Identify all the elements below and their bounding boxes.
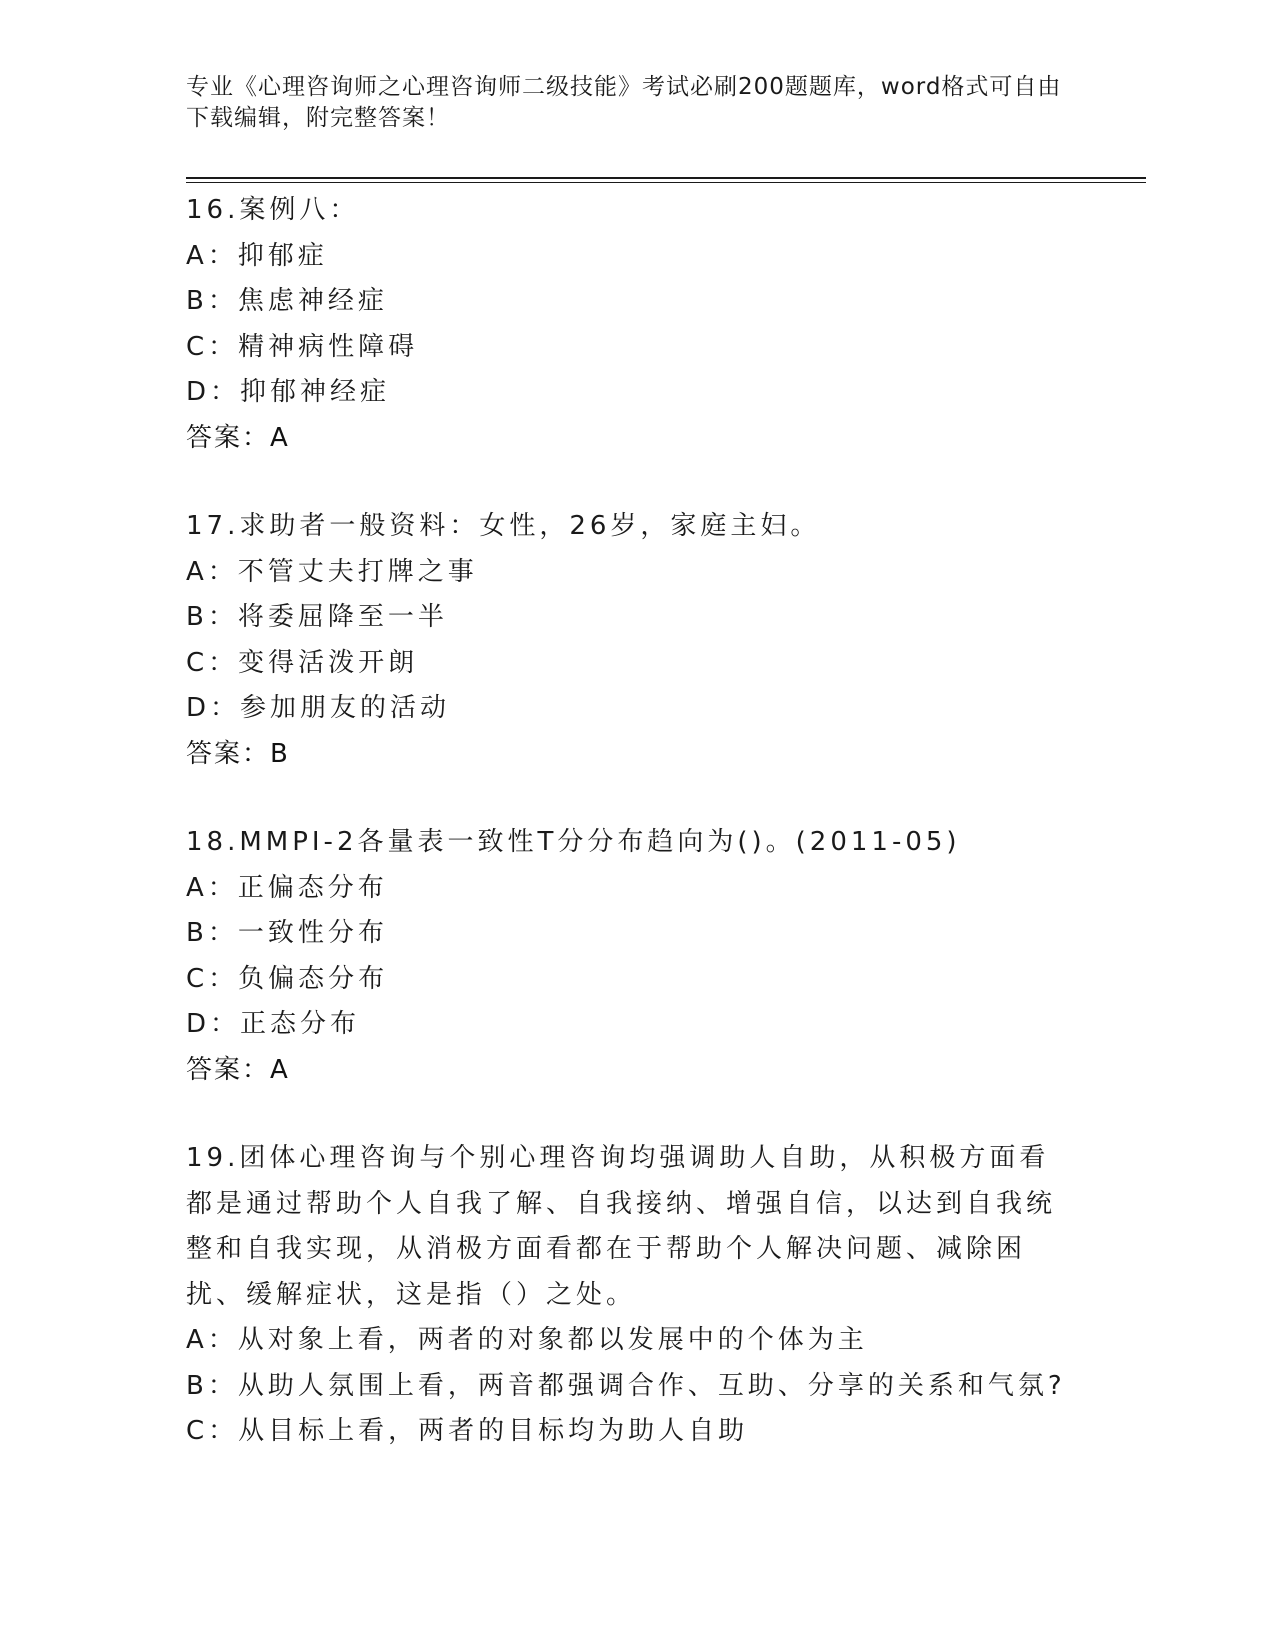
option-d: D：参加朋友的活动 [186, 693, 451, 723]
option-a: A：抑郁症 [186, 240, 328, 271]
option-c: C：变得活泼开朗 [186, 647, 419, 678]
option-a: A：正偏态分布 [186, 872, 388, 903]
question-19 [186, 1136, 1086, 1455]
header-rule-thin [186, 182, 1146, 183]
question-18 [186, 820, 1086, 1093]
option-c: C：负偏态分布 [186, 963, 389, 994]
answer-line: 答案：B [186, 738, 290, 769]
question-stem: 17.求助者一般资料：女性，26岁，家庭主妇。 [186, 511, 821, 541]
option-a: A：从对象上看，两者的对象都以发展中的个体为主 [186, 1325, 868, 1355]
option-b: B：将委屈降至一半 [186, 602, 448, 632]
question-stem: 16.案例八： [186, 195, 360, 225]
option-c: C：精神病性障碍 [186, 331, 419, 362]
answer-line: 答案：A [186, 1054, 290, 1085]
option-b: B：从助人氛围上看，两音都强调合作、互助、分享的关系和气氛? [186, 1370, 1066, 1401]
option-a: A：不管丈夫打牌之事 [186, 556, 478, 587]
answer-line: 答案：A [186, 422, 290, 453]
document-header: 专业《心理咨询师之心理咨询师二级技能》考试必刷200题题库，word格式可自由下载编辑，附完整答案！ [186, 74, 1062, 131]
option-b: B：一致性分布 [186, 918, 388, 948]
option-d: D：抑郁神经症 [186, 377, 391, 407]
option-b: B：焦虑神经症 [186, 286, 388, 316]
option-d: D：正态分布 [186, 1009, 361, 1039]
question-list [186, 188, 1086, 1498]
question-16 [186, 188, 1086, 461]
question-stem: 18.MMPI-2各量表一致性T分分布趋向为()。(2011-05) [186, 827, 961, 857]
header-rule-thick [186, 177, 1146, 179]
question-stem: 19.团体心理咨询与个别心理咨询均强调助人自助，从积极方面看都是通过帮助个人自我了解、自我接纳、增强自信，以达到自我统整和自我实现，从消极方面看都在于帮助个人解决问题、减除困扰、缓解症状，这是指（）之处。 [186, 1143, 1057, 1310]
question-17 [186, 504, 1086, 777]
option-c: C：从目标上看，两者的目标均为助人自助 [186, 1416, 749, 1446]
